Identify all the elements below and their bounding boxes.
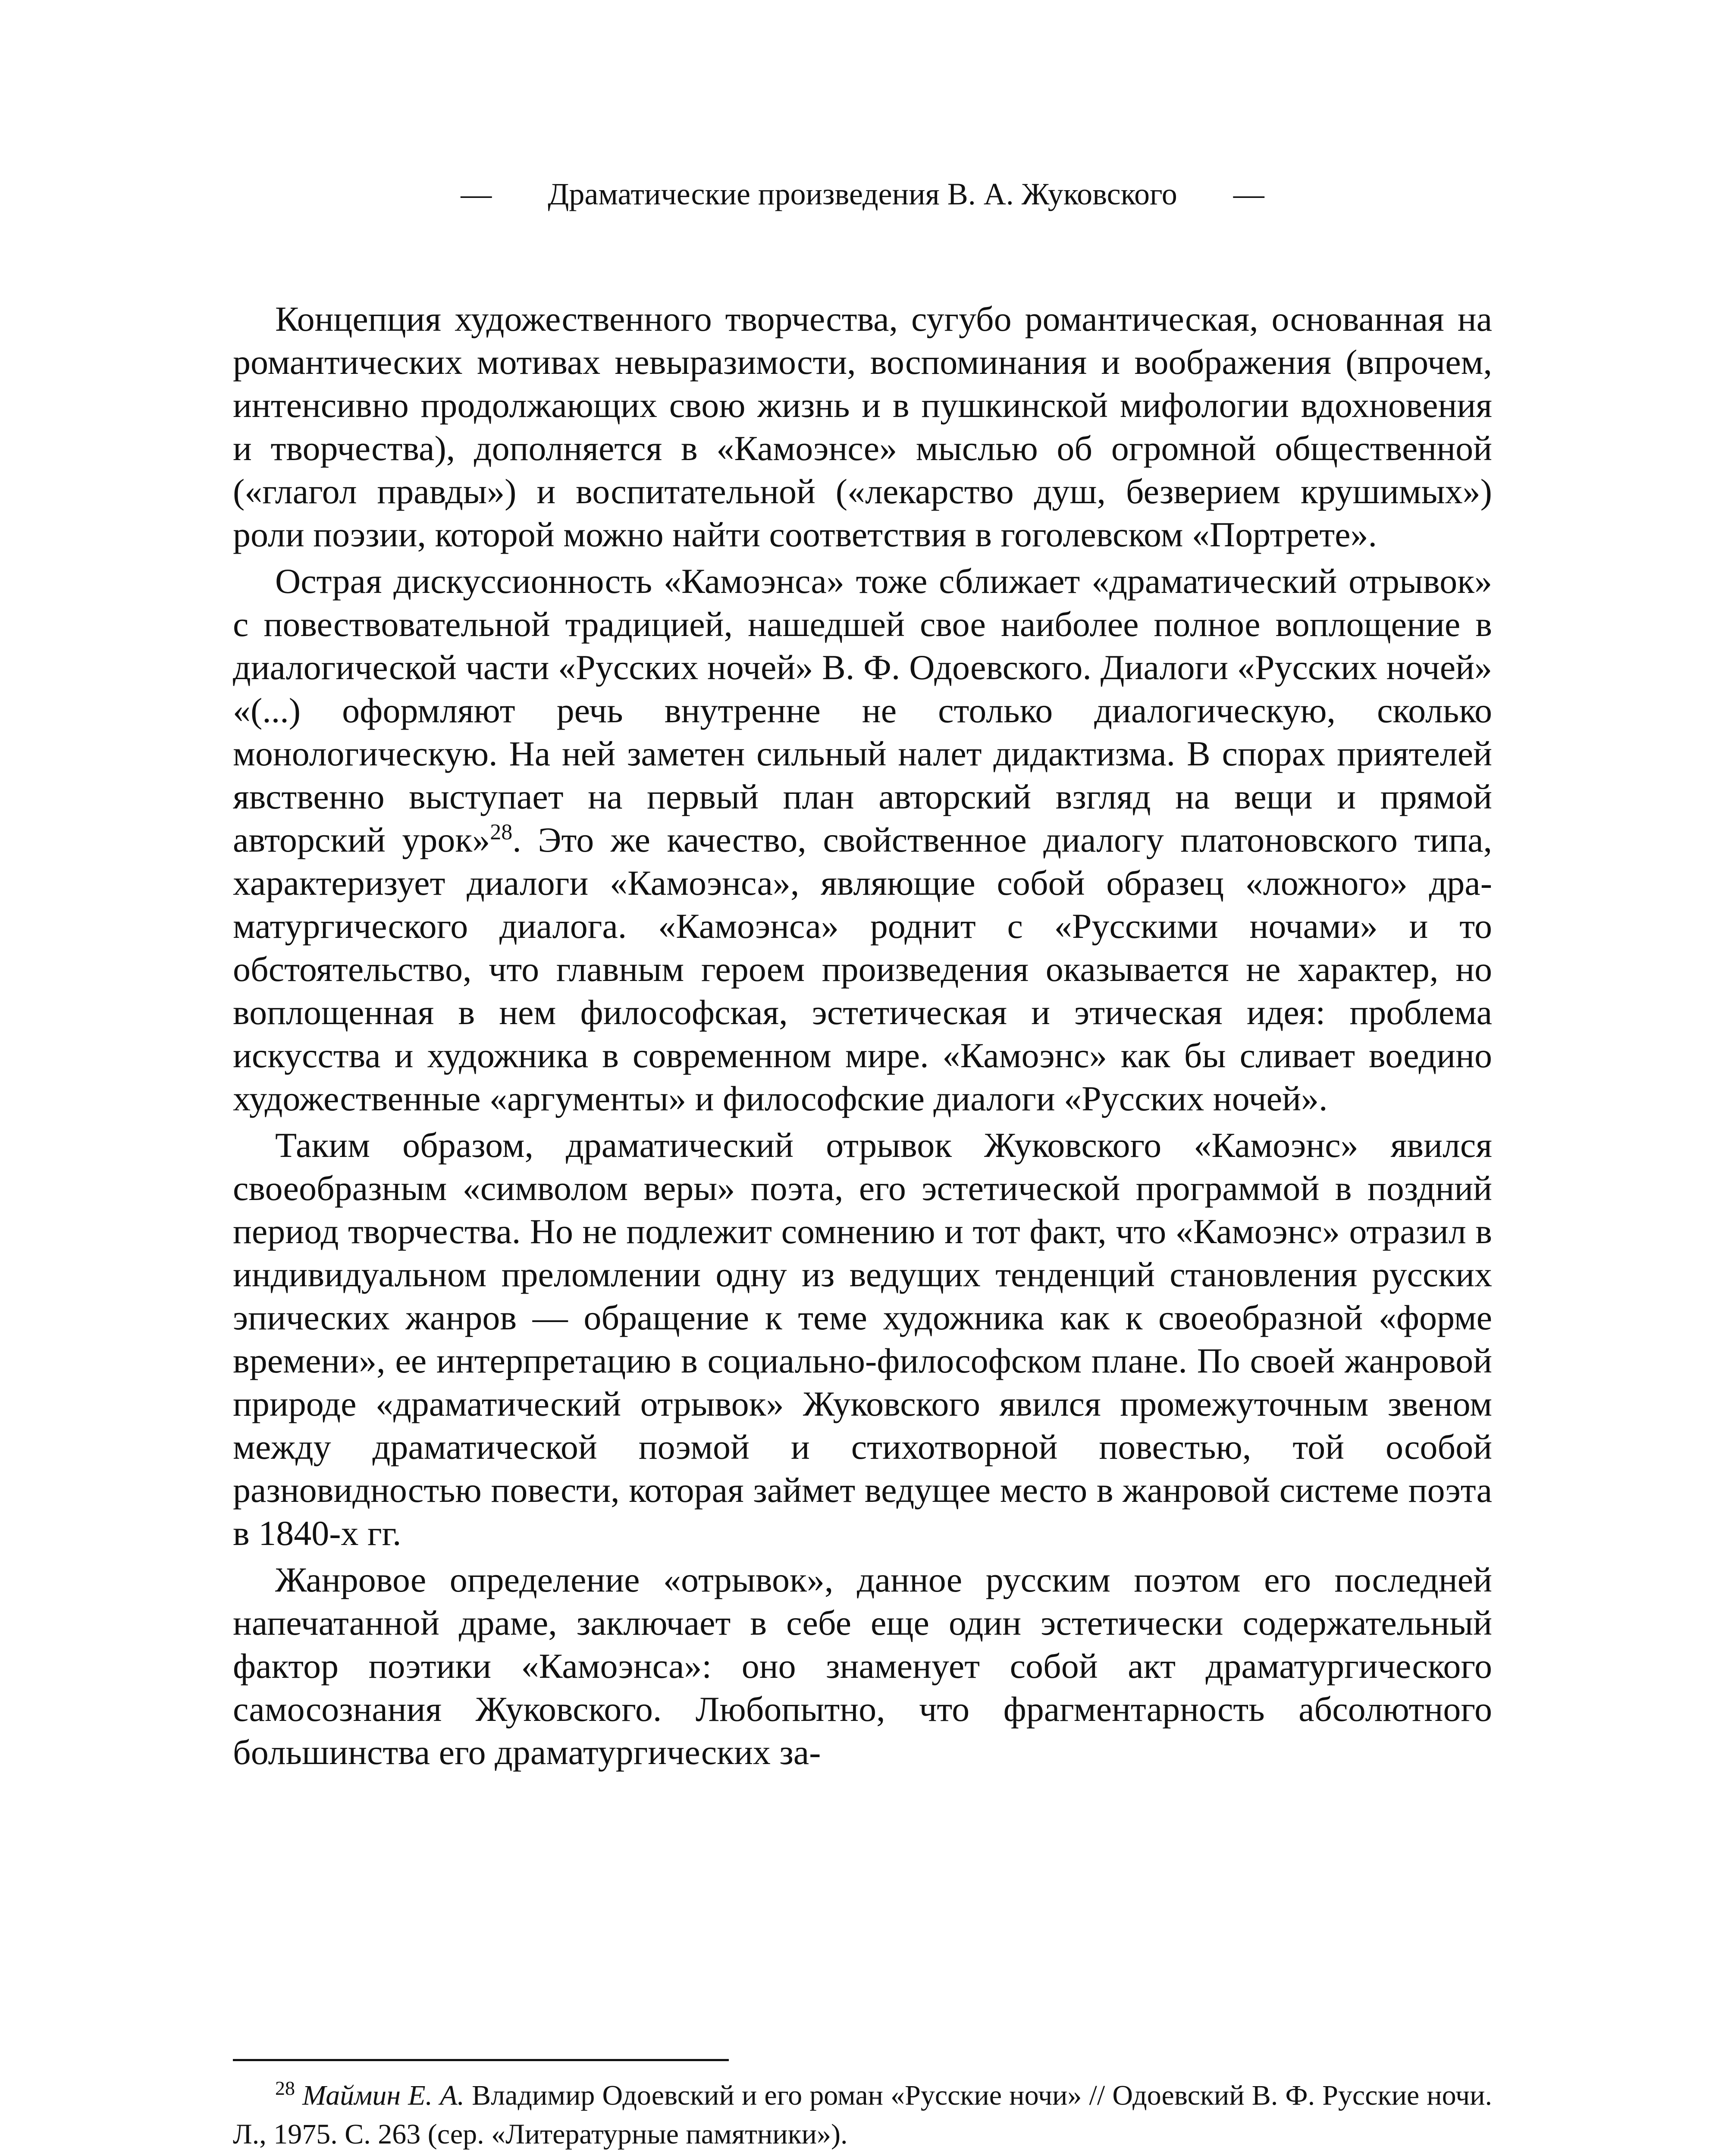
paragraph-2-part-b: . Это же качество, свойственное диалогу платоновского типа, характеризует диалоги «Камоэнса», являющие собой образец «ложного» драматургического диалога. «Камоэнса» роднит с «Русскими ночами» и то обстоятельство, что главным героем произведения оказывается не характер, но воплощенная в нем философская, эстетическая и этическая идея: проблема искусства и художника в современном мире. «Камоэнс» как бы сливает воедино художественные «аргументы» и философские диалоги «Русских ночей».	[233, 820, 1492, 1118]
main-text	[233, 298, 1492, 1774]
header-dash-left: —	[461, 177, 492, 211]
header-title: Драматические произведения В. А. Жуковского	[548, 177, 1177, 211]
paragraph-3: Таким образом, драматический отрывок Жуковского «Камоэнс» явился своеобразным «символом веры» поэта, его эстетической программой в поздний период творчества. Но не подлежит сомнению и тот факт, что «Камоэнс» отразил в индивидуальном преломлении одну из ведущих тенденций становления русских эпических жанров — обращение к теме художника как к своеобразной «форме времени», ее интерпретацию в социально-философском плане. По своей жанровой природе «драматический отрывок» Жуковского явился промежуточным звеном между драматической поэмой и стихотворной повестью, той особой разновидностью повести, которая займет ведущее место в жанровой системе поэта в 1840-х гг.	[233, 1125, 1492, 1553]
paragraph-2	[233, 560, 1492, 1120]
footnote-reference-28[interactable]: 28	[490, 820, 513, 845]
paragraph-1: Концепция художественного творчества, сугубо романтическая, основанная на романтических мотивах невыразимости, воспоминания и воображения (впрочем, интенсивно продолжающих свою жизнь и в пушкинской мифологии вдохновения и творчества), дополняется в «Камоэнсе» мыслью об огромной общественной («глагол правды») и воспитательной («лекарство душ, безверием крушимых») роли поэзии, которой можно найти соответствия в гоголевском «Портрете».	[233, 299, 1492, 554]
header-dash-right: —	[1233, 177, 1264, 211]
footnote-28	[233, 2076, 1492, 2154]
footnote-text: Владимир Одоевский и его роман «Русские ночи» // Одоевский В. Ф. Русские ночи. Л., 1975. С. 263 (сер. «Литературные памятники»).	[233, 2080, 1492, 2150]
footnote-author: Маймин Е. А.	[302, 2080, 464, 2111]
footnote-divider	[233, 2059, 729, 2061]
footnote-section	[233, 2076, 1492, 2154]
running-header	[233, 172, 1492, 216]
paragraph-4: Жанровое определение «отрывок», данное русским поэтом его последней напечатанной драме, заключает в себе еще один эстетически содержательный фактор поэтики «Камоэнса»: оно знаменует собой акт драматургического самосознания Жуковского. Любопытно, что фрагментарность абсолютного большинства его драматургических за-	[233, 1560, 1492, 1772]
footnote-number: 28	[275, 2077, 295, 2099]
paragraph-2-part-a: Острая дискуссионность «Камоэнса» тоже сближает «драматический отрывок» с повествовательной традицией, нашедшей свое наиболее полное воплощение в диалогической части «Русских ночей» В. Ф. Одоевского. Диалоги «Русских ночей» «(...) оформляют речь внутренне не столько диалогическую, сколько монологическую. На ней заметен сильный налет дидактизма. В спорах приятелей явственно выступает на первый план авторский взгляд на вещи и прямой авторский урок»	[233, 561, 1492, 859]
